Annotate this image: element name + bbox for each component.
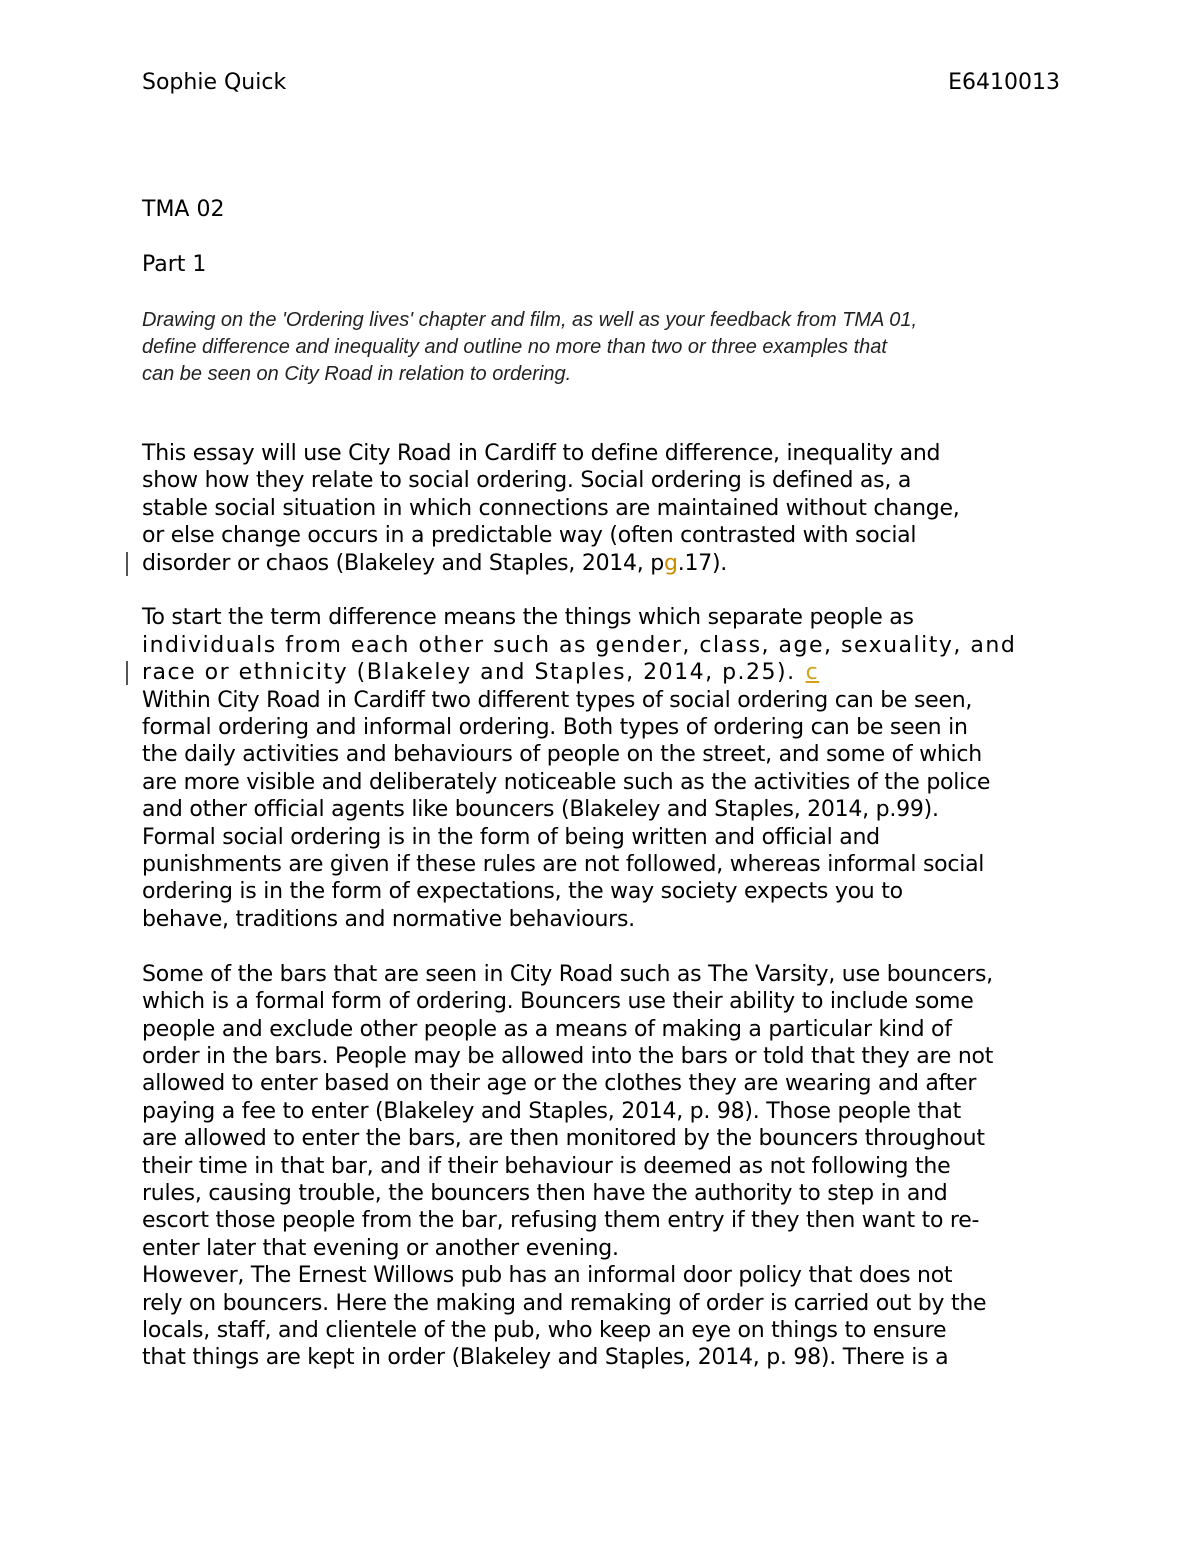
paragraph-line: enter later that evening or another evening. (142, 1235, 619, 1261)
paragraph-line: their time in that bar, and if their behaviour is deemed as not following the (142, 1153, 951, 1179)
question-line: Drawing on the 'Ordering lives' chapter and film, as well as your feedback from TMA 01, (142, 309, 918, 331)
paragraph-line: paying a fee to enter (Blakeley and Staples, 2014, p. 98). Those people that (142, 1098, 962, 1124)
paragraph-line: which is a formal form of ordering. Bouncers use their ability to include some (142, 989, 974, 1015)
paragraph-line-commented (142, 659, 1060, 686)
paragraph-line: escort those people from the bar, refusing them entry if they then want to re- (142, 1208, 980, 1234)
change-bar-icon (126, 552, 128, 576)
page-header (142, 66, 1060, 99)
essay-paragraph-bars (142, 961, 1060, 1372)
paragraph-line: or else change occurs in a predictable way (often contrasted with social (142, 523, 917, 549)
student-id: E6410013 (948, 70, 1060, 95)
paragraph-line: show how they relate to social ordering. Social ordering is defined as, a (142, 468, 912, 494)
paragraph-line: rules, causing trouble, the bouncers then have the authority to step in and (142, 1180, 948, 1206)
comment-marker[interactable]: c (805, 660, 820, 686)
paragraph-line: individuals from each other such as gender, class, age, sexuality, and (142, 632, 1017, 658)
paragraph-line: Formal social ordering is in the form of being written and official and (142, 824, 880, 850)
paragraph-line: punishments are given if these rules are not followed, whereas informal social (142, 852, 985, 878)
assignment-title: TMA 02 (142, 197, 225, 222)
change-bar-icon (126, 661, 128, 685)
paragraph-line: rely on bouncers. Here the making and remaking of order is carried out by the (142, 1290, 987, 1316)
paragraph-line: and other official agents like bouncers (Blakeley and Staples, 2014, p.99). (142, 797, 939, 823)
paragraph-line: formal ordering and informal ordering. Both types of ordering can be seen in (142, 715, 968, 741)
line-text: race or ethnicity (Blakeley and Staples, 2014, p.25). (142, 660, 796, 686)
paragraph-line: ordering is in the form of expectations, the way society expects you to (142, 879, 903, 905)
paragraph-line: that things are kept in order (Blakeley and Staples, 2014, p. 98). There is a (142, 1345, 949, 1371)
tracked-insertion[interactable]: g (664, 550, 678, 576)
paragraph-line: are more visible and deliberately noticeable such as the activities of the police (142, 769, 991, 795)
question-line: can be seen on City Road in relation to ordering. (142, 363, 572, 385)
essay-paragraph-difference (142, 604, 1060, 686)
paragraph-line: the daily activities and behaviours of people on the street, and some of which (142, 742, 982, 768)
paragraph-line: allowed to enter based on their age or the clothes they are wearing and after (142, 1071, 977, 1097)
line-text: .17). (677, 550, 728, 576)
essay-paragraph-ordering (142, 687, 1060, 934)
paragraph-line: To start the term difference means the things which separate people as (142, 605, 914, 631)
paragraph-line: are allowed to enter the bars, are then monitored by the bouncers throughout (142, 1126, 985, 1152)
paragraph-line: However, The Ernest Willows pub has an informal door policy that does not (142, 1263, 953, 1289)
essay-paragraph-intro (142, 440, 1060, 577)
paragraph-line: This essay will use City Road in Cardiff to define difference, inequality and (142, 441, 941, 466)
paragraph-line: people and exclude other people as a means of making a particular kind of (142, 1016, 952, 1042)
line-text: disorder or chaos (Blakeley and Staples, 2014, p (142, 550, 665, 576)
author-name: Sophie Quick (142, 70, 287, 95)
paragraph-line-tracked (142, 550, 1060, 577)
question-prompt (142, 307, 1060, 388)
paragraph-line: Within City Road in Cardiff two different types of social ordering can be seen, (142, 687, 973, 713)
part-heading: Part 1 (142, 252, 207, 277)
paragraph-line: locals, staff, and clientele of the pub, who keep an eye on things to ensure (142, 1317, 947, 1343)
paragraph-line: Some of the bars that are seen in City Road such as The Varsity, use bouncers, (142, 961, 993, 987)
paragraph-line: order in the bars. People may be allowed into the bars or told that they are not (142, 1043, 994, 1069)
paragraph-line: behave, traditions and normative behaviours. (142, 906, 635, 932)
paragraph-line: stable social situation in which connections are maintained without change, (142, 495, 960, 521)
question-line: define difference and inequality and outline no more than two or three examples that (142, 336, 887, 358)
document-page (142, 66, 1060, 1372)
